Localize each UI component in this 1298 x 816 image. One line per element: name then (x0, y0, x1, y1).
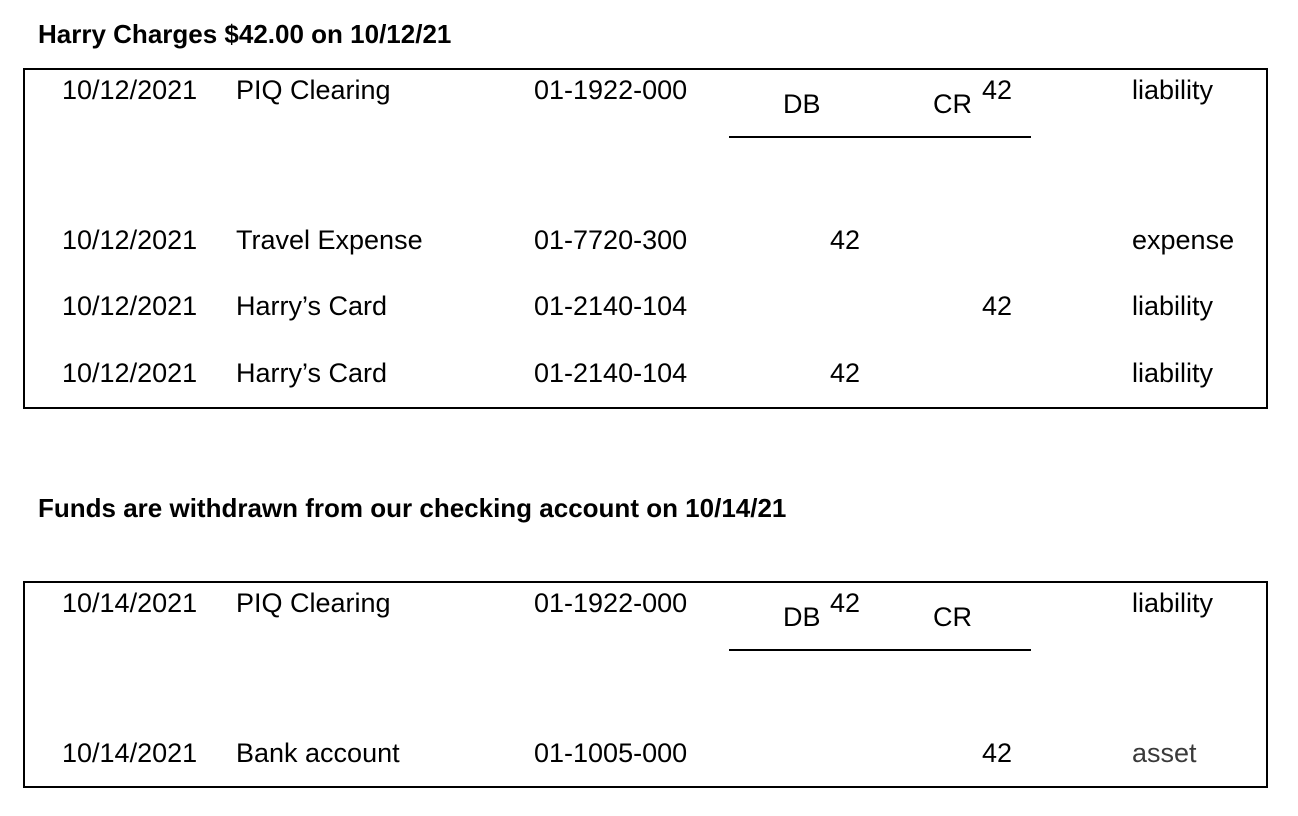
table-row (25, 286, 1266, 326)
table-row (25, 70, 1266, 110)
entry-date: 10/14/2021 (62, 738, 198, 768)
table-row (25, 733, 1266, 773)
debit-amount: 42 (830, 588, 861, 618)
account-type: liability (1132, 358, 1214, 388)
account-name: Bank account (236, 738, 400, 768)
entry-date: 10/12/2021 (62, 291, 198, 321)
entry-date: 10/12/2021 (62, 225, 198, 255)
entry-date: 10/14/2021 (62, 588, 198, 618)
account-type: liability (1132, 75, 1214, 105)
account-type: liability (1132, 588, 1214, 618)
account-name: Travel Expense (236, 225, 423, 255)
entry-date: 10/12/2021 (62, 358, 198, 388)
journal-entry-table-withdrawal (23, 581, 1268, 788)
account-name: Harry’s Card (236, 291, 388, 321)
credit-column-header: CR (933, 602, 972, 632)
account-name: PIQ Clearing (236, 75, 391, 105)
table-row (25, 220, 1266, 260)
credit-amount: 42 (982, 75, 1013, 105)
debit-amount: 42 (830, 225, 861, 255)
section-heading-charge: Harry Charges $42.00 on 10/12/21 (38, 19, 452, 49)
debit-amount: 42 (830, 358, 861, 388)
header-underline (729, 649, 1031, 651)
table-row (25, 583, 1266, 623)
table-row (25, 353, 1266, 393)
account-number: 01-1922-000 (534, 75, 688, 105)
credit-column-header: CR (933, 89, 972, 119)
account-type: asset (1132, 738, 1197, 768)
account-name: Harry’s Card (236, 358, 388, 388)
credit-amount: 42 (982, 738, 1013, 768)
credit-amount: 42 (982, 291, 1013, 321)
account-type: liability (1132, 291, 1214, 321)
account-number: 01-7720-300 (534, 225, 688, 255)
account-number: 01-2140-104 (534, 291, 688, 321)
section-heading-withdrawal: Funds are withdrawn from our checking account on 10/14/21 (38, 493, 787, 523)
entry-date: 10/12/2021 (62, 75, 198, 105)
account-name: PIQ Clearing (236, 588, 391, 618)
debit-column-header: DB (783, 602, 821, 632)
journal-entry-table-charge (23, 68, 1268, 409)
debit-column-header: DB (783, 89, 821, 119)
account-type: expense (1132, 225, 1235, 255)
account-number: 01-1922-000 (534, 588, 688, 618)
account-number: 01-1005-000 (534, 738, 688, 768)
header-underline (729, 136, 1031, 138)
account-number: 01-2140-104 (534, 358, 688, 388)
